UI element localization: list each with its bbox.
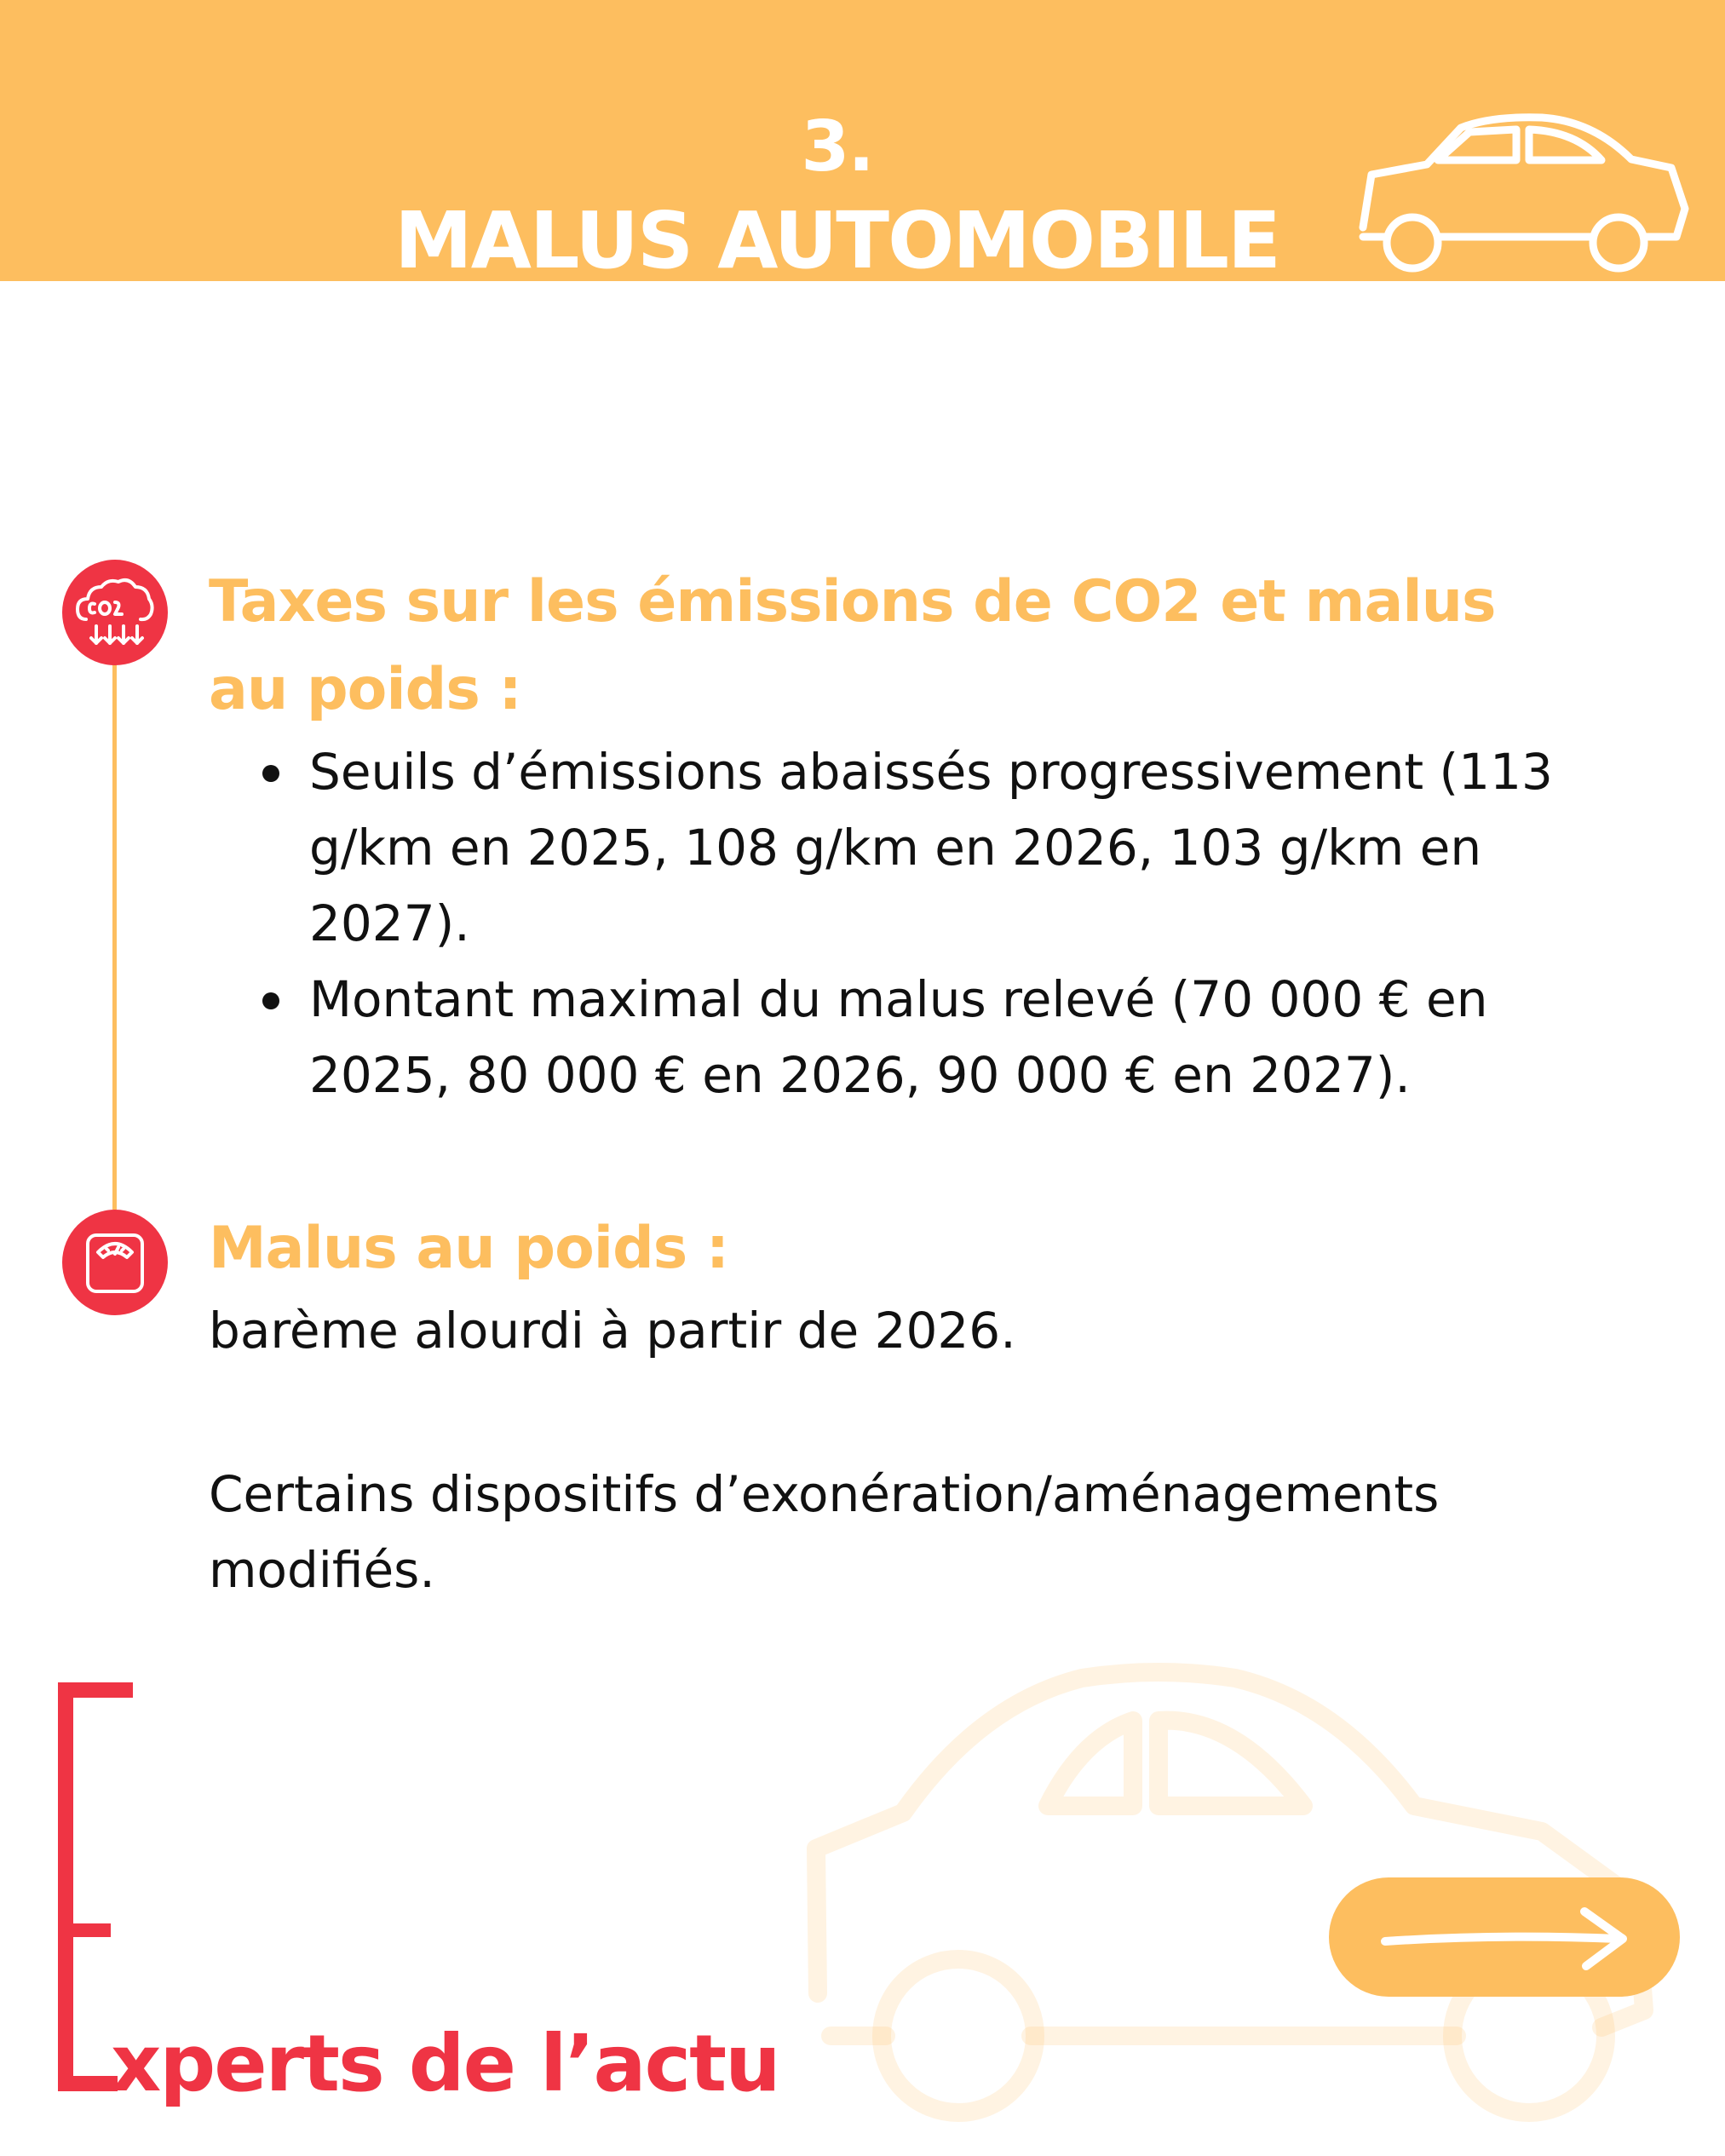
section-heading-weight: Malus au poids : [209, 1215, 729, 1282]
list-item: Montant maximal du malus relevé (70 000 € en 2025, 80 000 € en 2026, 90 000 € en 2027). [256, 962, 1619, 1113]
arrow-right-icon [1329, 1877, 1680, 1997]
brand-name: xperts de l’actu [111, 2018, 779, 2109]
weight-badge [62, 1210, 168, 1315]
co2-bullet-list [256, 734, 1619, 1113]
next-button[interactable] [1329, 1877, 1680, 1997]
weight-scale-icon [62, 1210, 168, 1315]
co2-emissions-icon [62, 560, 168, 665]
section-number: 3. [801, 106, 873, 187]
header-banner [0, 0, 1725, 286]
weight-description: barème alourdi à partir de 2026. [209, 1302, 1016, 1360]
section-heading-co2: Taxes sur les émissions de CO2 et malus au poids : [209, 568, 1496, 723]
exemption-note: Certains dispositifs d’exonération/aménagements modifiés. [209, 1465, 1440, 1599]
page-title: MALUS AUTOMOBILE [394, 195, 1279, 286]
list-item: Seuils d’émissions abaissés progressivement (113 g/km en 2025, 108 g/km en 2026, 103 g/km en 2027). [256, 734, 1619, 962]
co2-badge [62, 560, 168, 665]
car-outline-icon [1346, 111, 1695, 281]
timeline-line [112, 656, 117, 1210]
